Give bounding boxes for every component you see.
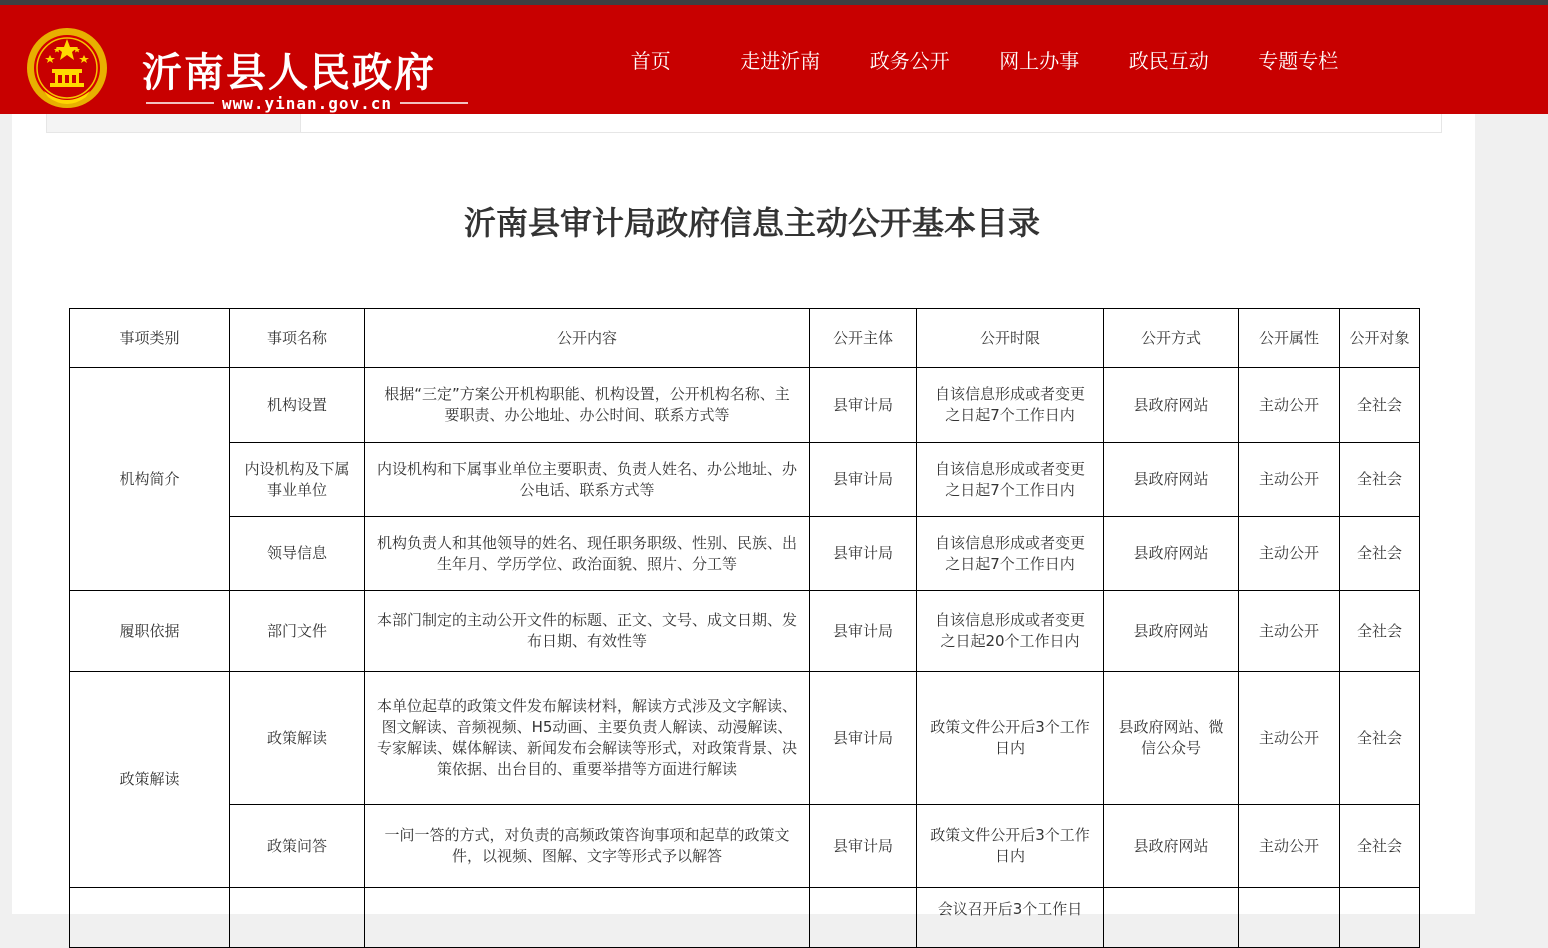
deadline-cell: 自该信息形成或者变更之日起7个工作日内 xyxy=(917,368,1104,443)
subject-cell: 县审计局 xyxy=(810,672,917,805)
attribute-cell: 主动公开 xyxy=(1239,672,1340,805)
breadcrumb-left xyxy=(47,114,301,132)
header-name: 事项名称 xyxy=(230,309,365,368)
header-attribute: 公开属性 xyxy=(1239,309,1340,368)
site-header xyxy=(0,5,1548,114)
method-cell xyxy=(1104,888,1239,948)
table-row xyxy=(70,672,1420,805)
deadline-cell: 自该信息形成或者变更之日起20个工作日内 xyxy=(917,591,1104,672)
url-divider-left xyxy=(146,102,214,104)
deadline-cell: 自该信息形成或者变更之日起7个工作日内 xyxy=(917,443,1104,517)
site-title[interactable]: 沂南县人民政府 xyxy=(142,49,436,96)
table-row xyxy=(70,443,1420,517)
method-cell: 县政府网站、微信公众号 xyxy=(1104,672,1239,805)
deadline-cell: 政策文件公开后3个工作日内 xyxy=(917,672,1104,805)
content-cell: 本单位起草的政策文件发布解读材料，解读方式涉及文字解读、图文解读、音频视频、H5动画、主要负责人解读、动漫解读、专家解读、媒体解读、新闻发布会解读等形式，对政策背景、决策依据、出台目的、重要举措等方面进行解读 xyxy=(365,672,810,805)
content-cell: 根据“三定”方案公开机构职能、机构设置，公开机构名称、主要职责、办公地址、办公时间、联系方式等 xyxy=(365,368,810,443)
item-name-cell: 领导信息 xyxy=(230,517,365,591)
header-subject: 公开主体 xyxy=(810,309,917,368)
table-row xyxy=(70,805,1420,888)
audience-cell: 全社会 xyxy=(1340,805,1420,888)
item-name-cell: 机构设置 xyxy=(230,368,365,443)
deadline-cell: 自该信息形成或者变更之日起7个工作日内 xyxy=(917,517,1104,591)
attribute-cell xyxy=(1239,888,1340,948)
nav-home[interactable]: 首页 xyxy=(630,49,671,73)
category-cell: 履职依据 xyxy=(70,591,230,672)
item-name-cell xyxy=(230,888,365,948)
category-cell: 政策解读 xyxy=(70,672,230,888)
catalog-table xyxy=(69,308,1420,948)
attribute-cell: 主动公开 xyxy=(1239,368,1340,443)
content-cell: 内设机构和下属事业单位主要职责、负责人姓名、办公地址、办公电话、联系方式等 xyxy=(365,443,810,517)
site-url-row xyxy=(146,93,468,113)
url-divider-right xyxy=(400,102,468,104)
nav-gov-affairs[interactable]: 政务公开 xyxy=(869,49,950,73)
header-method: 公开方式 xyxy=(1104,309,1239,368)
content-cell xyxy=(365,888,810,948)
attribute-cell: 主动公开 xyxy=(1239,443,1340,517)
header-category: 事项类别 xyxy=(70,309,230,368)
attribute-cell: 主动公开 xyxy=(1239,517,1340,591)
method-cell: 县政府网站 xyxy=(1104,368,1239,443)
category-cell: 机构简介 xyxy=(70,368,230,591)
subject-cell: 县审计局 xyxy=(810,517,917,591)
content-cell: 一问一答的方式，对负责的高频政策咨询事项和起草的政策文件，以视频、图解、文字等形式予以解答 xyxy=(365,805,810,888)
subject-cell: 县审计局 xyxy=(810,443,917,517)
nav-interaction[interactable]: 政民互动 xyxy=(1128,49,1209,73)
subject-cell: 县审计局 xyxy=(810,368,917,443)
subject-cell: 县审计局 xyxy=(810,805,917,888)
table-header-row xyxy=(70,309,1420,368)
table-row xyxy=(70,888,1420,948)
main-nav xyxy=(586,41,1363,81)
item-name-cell: 政策解读 xyxy=(230,672,365,805)
deadline-cell: 会议召开后3个工作日 xyxy=(917,888,1104,948)
nav-online-services[interactable]: 网上办事 xyxy=(999,49,1080,73)
category-cell xyxy=(70,888,230,948)
subject-cell: 县审计局 xyxy=(810,591,917,672)
audience-cell: 全社会 xyxy=(1340,368,1420,443)
method-cell: 县政府网站 xyxy=(1104,805,1239,888)
subject-cell xyxy=(810,888,917,948)
page-title: 沂南县审计局政府信息主动公开基本目录 xyxy=(463,204,1040,242)
content-cell: 机构负责人和其他领导的姓名、现任职务职级、性别、民族、出生年月、学历学位、政治面貌、照片、分工等 xyxy=(365,517,810,591)
method-cell: 县政府网站 xyxy=(1104,443,1239,517)
audience-cell: 全社会 xyxy=(1340,443,1420,517)
main-content xyxy=(12,114,1475,918)
site-url: www.yinan.gov.cn xyxy=(221,93,393,113)
audience-cell xyxy=(1340,888,1420,948)
national-emblem-icon[interactable] xyxy=(24,25,110,111)
nav-special-topics[interactable]: 专题专栏 xyxy=(1258,49,1339,73)
audience-cell: 全社会 xyxy=(1340,517,1420,591)
item-name-cell: 内设机构及下属事业单位 xyxy=(230,443,365,517)
nav-about-yinan[interactable]: 走进沂南 xyxy=(740,49,821,73)
header-audience: 公开对象 xyxy=(1340,309,1420,368)
table-row xyxy=(70,517,1420,591)
attribute-cell: 主动公开 xyxy=(1239,805,1340,888)
content-cell: 本部门制定的主动公开文件的标题、正文、文号、成文日期、发布日期、有效性等 xyxy=(365,591,810,672)
attribute-cell: 主动公开 xyxy=(1239,591,1340,672)
audience-cell: 全社会 xyxy=(1340,591,1420,672)
table-row xyxy=(70,368,1420,443)
method-cell: 县政府网站 xyxy=(1104,591,1239,672)
table-row xyxy=(70,591,1420,672)
header-content: 公开内容 xyxy=(365,309,810,368)
deadline-cell: 政策文件公开后3个工作日内 xyxy=(917,805,1104,888)
breadcrumb xyxy=(46,114,1442,133)
audience-cell: 全社会 xyxy=(1340,672,1420,805)
item-name-cell: 部门文件 xyxy=(230,591,365,672)
header-deadline: 公开时限 xyxy=(917,309,1104,368)
method-cell: 县政府网站 xyxy=(1104,517,1239,591)
item-name-cell: 政策问答 xyxy=(230,805,365,888)
